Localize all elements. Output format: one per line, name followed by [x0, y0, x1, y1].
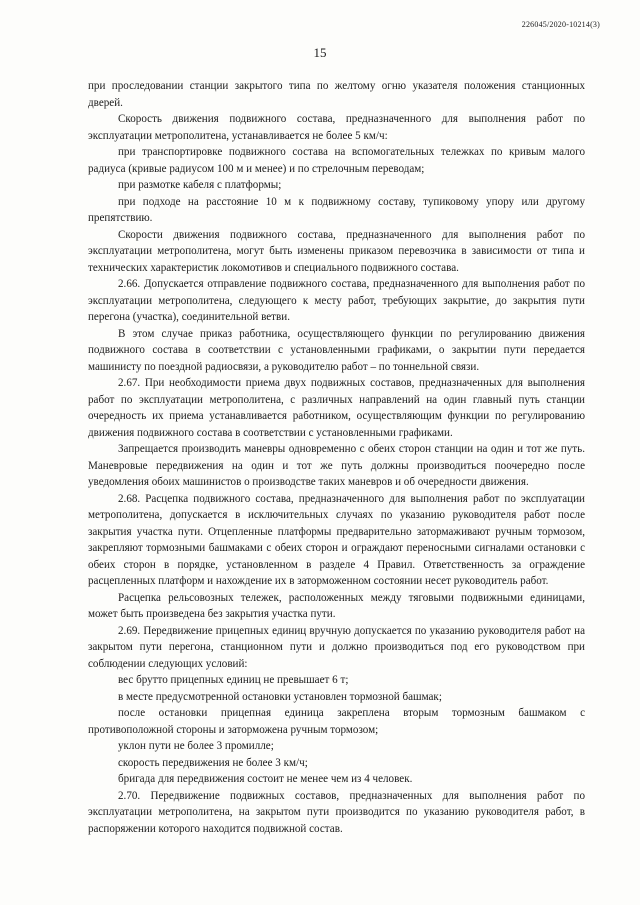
paragraph: уклон пути не более 3 промилле; [118, 740, 274, 752]
document-body [88, 78, 585, 837]
paragraph: 2.70. Передвижение подвижных составов, предназначенных для выполнения работ по эксплуатации метрополитена, на закрытом пути производится по указанию руководителя работ, в распоряжении которого находится подвижной состав. [88, 789, 585, 835]
document-number: 226045/2020-10214(3) [521, 20, 600, 29]
paragraph: 2.68. Расцепка подвижного состава, предназначенного для выполнения работ по эксплуатации метрополитена, допускается в исключительных случаях по указанию руководителя работ после закрытия участка пути. Отцепленные платформы предварительно затормаживают ручным тормозом, закрепляют тормозными башмаками с обеих сторон и ограждают переносными сигналами остановки с обеих сторон в порядке, установленном в разделе 4 Правил. Ответственность за ограждение расцепленных платформ и нахождение их в заторможенном состоянии несет руководитель работ. [88, 492, 585, 587]
paragraph: бригада для передвижения состоит не менее чем из 4 человек. [118, 773, 413, 785]
paragraph: 2.69. Передвижение прицепных единиц вручную допускается по указанию руководителя работ на закрытом пути перегона, станционном пути и должно производиться под его руководством при соблюдении следующих условий: [88, 624, 585, 670]
paragraph: при подходе на расстояние 10 м к подвижному составу, тупиковому упору или другому препятствию. [88, 195, 585, 224]
paragraph: при проследовании станции закрытого типа по желтому огню указателя положения станционных дверей. [88, 80, 585, 109]
paragraph: Расцепка рельсовозных тележек, расположенных между тяговыми подвижными единицами, может быть произведена без закрытия участка пути. [88, 591, 585, 620]
paragraph: вес брутто прицепных единиц не превышает 6 т; [118, 674, 349, 686]
paragraph: Скорости движения подвижного состава, предназначенного для выполнения работ по эксплуатации метрополитена, могут быть изменены приказом перевозчика в зависимости от типа и технических характеристик локомотивов и специального подвижного состава. [88, 228, 585, 274]
paragraph: В этом случае приказ работника, осуществляющего функции по регулированию движения подвижного состава в соответствии с установленными графиками, о закрытии пути передается машинисту по поездной радиосвязи, а руководителю работ – по тоннельной связи. [88, 327, 585, 373]
paragraph: Скорость движения подвижного состава, предназначенного для выполнения работ по эксплуатации метрополитена, устанавливается не более 5 км/ч: [88, 113, 585, 142]
paragraph: скорость передвижения не более 3 км/ч; [118, 756, 308, 769]
page-number: 15 [313, 45, 327, 60]
paragraph: в месте предусмотренной остановки установлен тормозной башмак; [118, 690, 442, 703]
paragraph: при размотке кабеля с платформы; [118, 179, 282, 191]
paragraph: при транспортировке подвижного состава на вспомогательных тележках по кривым малого радиуса (кривые радиусом 100 м и менее) и по стрелочным переводам; [88, 146, 585, 175]
paragraph: 2.66. Допускается отправление подвижного состава, предназначенного для выполнения работ по эксплуатации метрополитена, следующего к месту работ, требующих закрытие, до закрытия пути перегона (участка), соединительной ветви. [88, 278, 585, 323]
paragraph: 2.67. При необходимости приема двух подвижных составов, предназначенных для выполнения работ по эксплуатации метрополитена, с различных направлений на один главный путь станции очередность их приема устанавливается работником, осуществляющим функции по регулированию движения подвижного состава в соответствии с установленными графиками. [88, 377, 585, 439]
paragraph: после остановки прицепная единица закреплена вторым тормозным башмаком с противоположной стороны и заторможена ручным тормозом; [88, 707, 585, 736]
paragraph: Запрещается производить маневры одновременно с обеих сторон станции на один и тот же путь. Маневровые передвижения на один и тот же путь должны производиться поочередно после уведомления обоих машинистов о производстве таких маневров и об очередности движения. [88, 443, 585, 488]
